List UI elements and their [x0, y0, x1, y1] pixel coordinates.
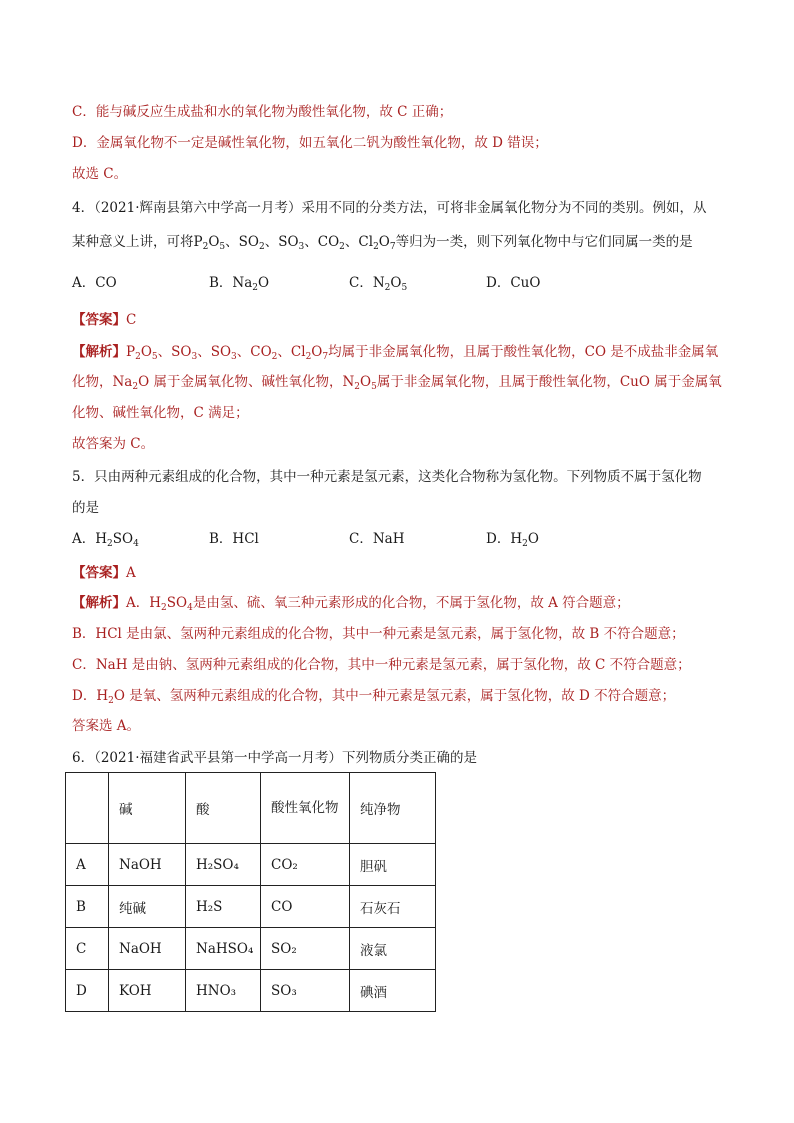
table-cell: A — [66, 844, 109, 886]
q5-option-c: C．NaH — [349, 531, 405, 547]
q5-analysis-c: C．NaH 是由钠、氢两种元素组成的化合物，其中一种元素是氢元素，属于氢化物，故 C 不符合题意； — [72, 657, 691, 673]
q5-analysis-d: D．$H_2O$ 是氧、氢两种元素组成的化合物，其中一种元素是氢元素，属于氢化物，故 D 不符合题意； — [72, 688, 676, 706]
table-cell: SO₃ — [261, 970, 350, 1012]
prev-conclusion: 故选 C。 — [72, 166, 128, 182]
header-cell: 酸性氧化物 — [261, 773, 350, 844]
table-cell: NaOH — [109, 844, 186, 886]
header-cell: 碱 — [109, 773, 186, 844]
q4-stem-line1: 4．（2021·辉南县第六中学高一月考）采用不同的分类方法，可将非金属氧化物分为不同的类别。例如，从 — [72, 200, 707, 216]
q4-analysis-line2: 化物，$Na_2O$ 属于金属氧化物、碱性氧化物，$N_2O_5$属于非金属氧化物，且属于酸性氧化物，CuO 属于金属氧 — [72, 374, 722, 392]
table-row — [66, 844, 436, 886]
q4-option-a: A．CO — [72, 275, 117, 291]
table-cell: SO₂ — [261, 928, 350, 970]
table-cell: B — [66, 886, 109, 928]
classification-table — [65, 772, 436, 1012]
q5-stem-line1: 5．只由两种元素组成的化合物，其中一种元素是氢元素，这类化合物称为氢化物。下列物质不属于氢化物 — [72, 469, 702, 485]
q4-stem-line2: 某种意义上讲，可将$P_2O_5$、$SO_2$、$SO_3$、$CO_2$、$Cl_2O_7$等归为一类，则下列氧化物中与它们同属一类的是 — [72, 234, 693, 252]
table-cell: CO₂ — [261, 844, 350, 886]
table-cell: 碘酒 — [350, 970, 436, 1012]
table-cell: D — [66, 970, 109, 1012]
q5-option-b: B．HCl — [209, 531, 259, 547]
q5-stem-line2: 的是 — [72, 500, 99, 516]
table-cell: KOH — [109, 970, 186, 1012]
prev-option-c-analysis: C．能与碱反应生成盐和水的氧化物为酸性氧化物，故 C 正确； — [72, 104, 453, 120]
q4-option-d: D．CuO — [486, 275, 541, 291]
q5-conclusion: 答案选 A。 — [72, 718, 141, 734]
table-cell: CO — [261, 886, 350, 928]
table-cell: 石灰石 — [350, 886, 436, 928]
table-cell: NaOH — [109, 928, 186, 970]
table-cell: H₂SO₄ — [186, 844, 261, 886]
table-header-row — [66, 773, 436, 844]
q4-answer: 【答案】C — [72, 312, 137, 328]
q5-option-a: A．$H_2SO_4$ — [72, 531, 139, 549]
table-row — [66, 970, 436, 1012]
prev-option-d-analysis: D．金属氧化物不一定是碱性氧化物，如五氧化二钒为酸性氧化物，故 D 错误； — [72, 135, 548, 151]
table-cell: 液氯 — [350, 928, 436, 970]
table-cell: 纯碱 — [109, 886, 186, 928]
table-cell: C — [66, 928, 109, 970]
q5-analysis-a: 【解析】A．$H_2SO_4$是由氢、硫、氧三种元素形成的化合物，不属于氢化物，故 A 符合题意； — [72, 595, 630, 613]
q4-analysis-line1: 【解析】$P_2O_5$、$SO_3$、$SO_3$、$CO_2$、$Cl_2O_7$均属于非金属氧化物，且属于酸性氧化物，CO 是不成盐非金属氧 — [72, 344, 719, 362]
table-cell: NaHSO₄ — [186, 928, 261, 970]
q6-stem: 6．（2021·福建省武平县第一中学高一月考）下列物质分类正确的是 — [72, 750, 477, 766]
table-cell: 胆矾 — [350, 844, 436, 886]
q4-option-b: B．$Na_2O$ — [209, 275, 270, 293]
q5-answer: 【答案】A — [72, 565, 136, 581]
q5-option-d: D．$H_2O$ — [486, 531, 539, 549]
header-cell: 纯净物 — [350, 773, 436, 844]
q4-conclusion: 故答案为 C。 — [72, 436, 155, 452]
table-cell: HNO₃ — [186, 970, 261, 1012]
table-row — [66, 886, 436, 928]
header-cell: 酸 — [186, 773, 261, 844]
header-cell — [66, 773, 109, 844]
table-cell: H₂S — [186, 886, 261, 928]
q4-analysis-line3: 化物、碱性氧化物，C 满足； — [72, 405, 249, 421]
q4-option-c: C．$N_2O_5$ — [349, 275, 408, 293]
table-row — [66, 928, 436, 970]
q5-analysis-b: B．HCl 是由氯、氢两种元素组成的化合物，其中一种元素是氢元素，属于氢化物，故 B 不符合题意； — [72, 626, 685, 642]
